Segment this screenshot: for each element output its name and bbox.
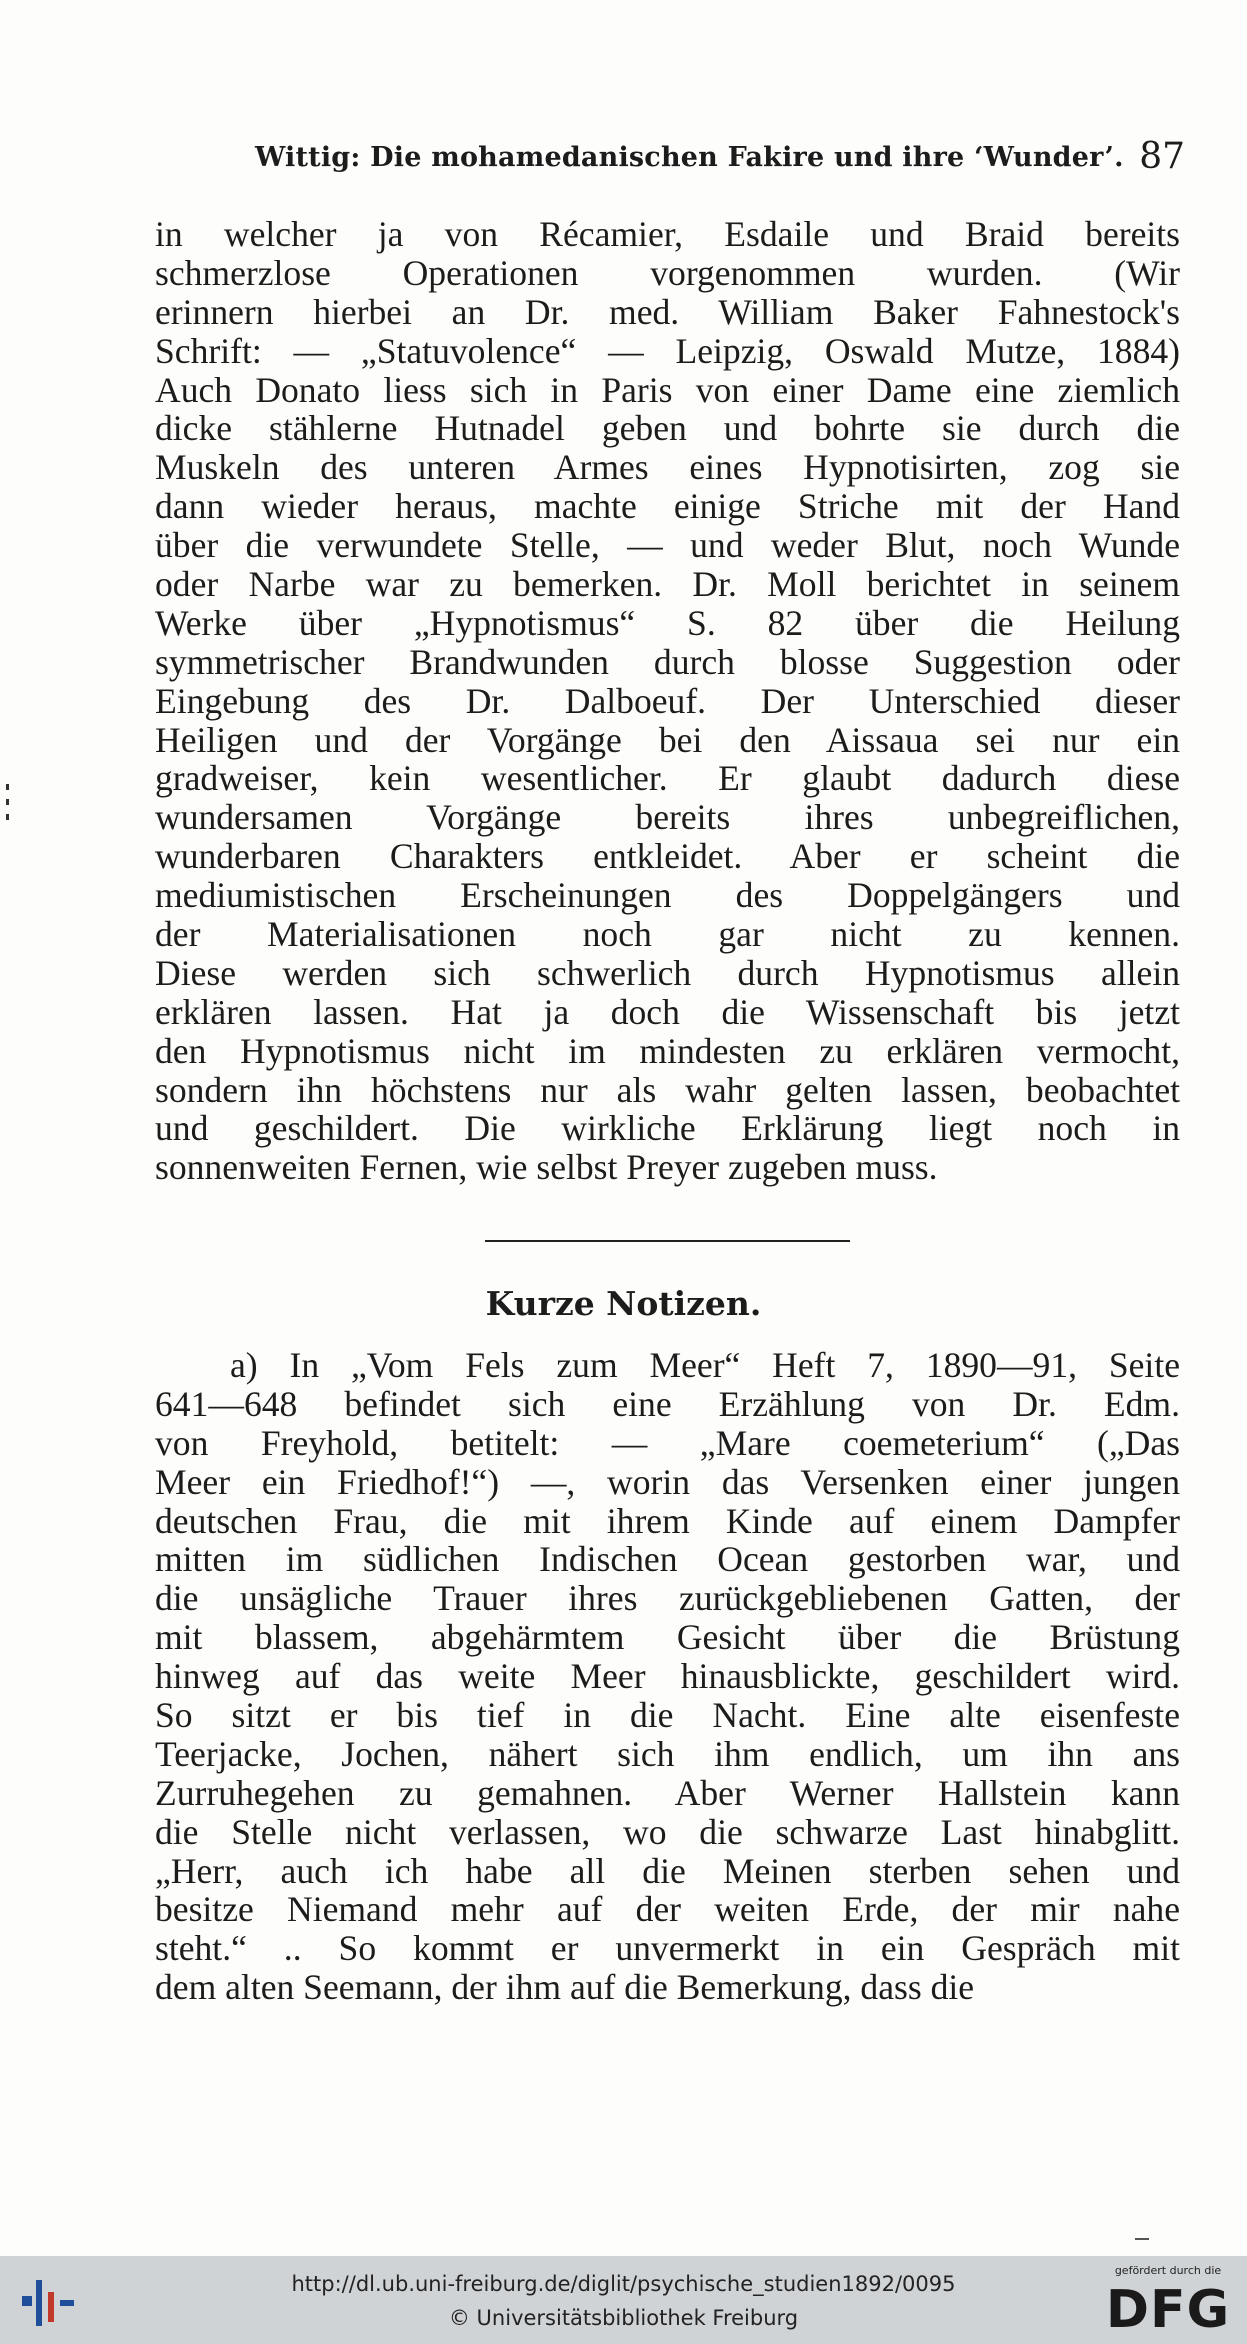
text-line: dann wieder heraus, machte einige Striche mit der Hand [155, 486, 1180, 527]
viewer-footer [0, 2256, 1247, 2344]
text-line: deutschen Frau, die mit ihrem Kinde auf einem Dampfer [155, 1500, 1180, 1541]
text-line: die unsägliche Trauer ihres zurückgebliebenen Gatten, der [155, 1578, 1180, 1619]
page-number: 87 [1139, 136, 1185, 177]
text-line: die Stelle nicht verlassen, wo die schwarze Last hinabglitt. [155, 1811, 1180, 1852]
text-line: in welcher ja von Récamier, Esdaile und Braid bereits [155, 214, 1180, 254]
text-line: Teerjacke, Jochen, nähert sich ihm endlich, um ihn ans [155, 1733, 1180, 1774]
text-line: a) In „Vom Fels zum Meer“ Heft 7, 1890—91, Seite [230, 1345, 1180, 1385]
text-line: von Freyhold, betitelt: — „Mare coemeterium“ („Das [155, 1422, 1180, 1463]
running-header [255, 134, 1185, 186]
text-line: besitze Niemand mehr auf der weiten Erde, der mir nahe [155, 1889, 1180, 1930]
running-title: Wittig: Die mohamedanischen Fakire und ihre ‘Wunder’. [255, 142, 1124, 173]
text-line: den Hypnotismus nicht im mindesten zu erklären vermocht, [155, 1030, 1180, 1071]
text-line: und geschildert. Die wirkliche Erklärung liegt noch in [155, 1108, 1180, 1149]
text-line: symmetrischer Brandwunden durch blosse Suggestion oder [155, 641, 1180, 682]
text-line: Diese werden sich schwerlich durch Hypnotismus allein [155, 952, 1180, 993]
scan-mark [1135, 2238, 1149, 2240]
text-line: steht.“ .. So kommt er unvermerkt in ein Gespräch mit [155, 1928, 1180, 1969]
margin-marks [6, 784, 10, 834]
text-line: dicke stählerne Hutnadel geben und bohrte sie durch die [155, 408, 1180, 449]
text-line: Heiligen und der Vorgänge bei den Aissaua sei nur ein [155, 719, 1180, 760]
section-divider [485, 1240, 850, 1242]
text-line: wundersamen Vorgänge bereits ihres unbegreiflichen, [155, 797, 1180, 838]
dfg-caption: gefördert durch die [1114, 2264, 1222, 2277]
text-line: schmerzlose Operationen vorgenommen wurden. (Wir [155, 252, 1180, 293]
text-line: über die verwundete Stelle, — und weder Blut, noch Wunde [155, 525, 1180, 566]
text-line: Muskeln des unteren Armes eines Hypnotisirten, zog sie [155, 447, 1180, 488]
text-line: Auch Donato liess sich in Paris von einer Dame eine ziemlich [155, 369, 1180, 410]
section-heading: Kurze Notizen. [485, 1284, 762, 1323]
copyright-notice: © Universitätsbibliothek Freiburg [448, 2306, 799, 2330]
dfg-logo [1103, 2264, 1233, 2340]
text-line: dem alten Seemann, der ihm auf die Bemerkung, dass die [155, 1967, 975, 2008]
text-line: Werke über „Hypnotismus“ S. 82 über die Heilung [155, 602, 1180, 643]
text-line: hinweg auf das weite Meer hinausblickte, geschildert wird. [155, 1656, 1180, 1697]
body-paragraph [155, 215, 1180, 1187]
notes-paragraph [155, 1346, 1180, 2007]
text-line: erinnern hierbei an Dr. med. William Baker Fahnestock's [155, 291, 1180, 332]
dfg-wordmark: DFG [1105, 2280, 1231, 2340]
text-line: wunderbaren Charakters entkleidet. Aber er scheint die [155, 836, 1180, 877]
text-line: oder Narbe war zu bemerken. Dr. Moll berichtet in seinem [155, 564, 1180, 605]
text-line: mitten im südlichen Indischen Ocean gestorben war, und [155, 1539, 1180, 1580]
text-line: 641—648 befindet sich eine Erzählung von Dr. Edm. [155, 1383, 1180, 1424]
text-line: sondern ihn höchstens nur als wahr gelten lassen, beobachtet [155, 1069, 1180, 1110]
text-line: sonnenweiten Fernen, wie selbst Preyer zugeben muss. [155, 1147, 938, 1188]
page-url-link[interactable]: http://dl.ub.uni-freiburg.de/diglit/psychische_studien1892/0095 [291, 2272, 956, 2296]
text-line: Eingebung des Dr. Dalboeuf. Der Unterschied dieser [155, 680, 1180, 721]
text-line: So sitzt er bis tief in die Nacht. Eine alte eisenfeste [155, 1695, 1180, 1736]
text-line: „Herr, auch ich habe all die Meinen sterben sehen und [155, 1850, 1180, 1891]
text-line: der Materialisationen noch gar nicht zu kennen. [155, 914, 1180, 955]
text-line: erklären lassen. Hat ja doch die Wissenschaft bis jetzt [155, 991, 1180, 1032]
text-line: Zurruhegehen zu gemahnen. Aber Werner Hallstein kann [155, 1772, 1180, 1813]
text-line: Meer ein Friedhof!“) —, worin das Versenken einer jungen [155, 1461, 1180, 1502]
text-line: mit blassem, abgehärmtem Gesicht über die Brüstung [155, 1617, 1180, 1658]
text-line: Schrift: — „Statuvolence“ — Leipzig, Oswald Mutze, 1884) [155, 330, 1180, 371]
text-line: mediumistischen Erscheinungen des Doppelgängers und [155, 875, 1180, 916]
text-line: gradweiser, kein wesentlicher. Er glaubt dadurch diese [155, 758, 1180, 799]
